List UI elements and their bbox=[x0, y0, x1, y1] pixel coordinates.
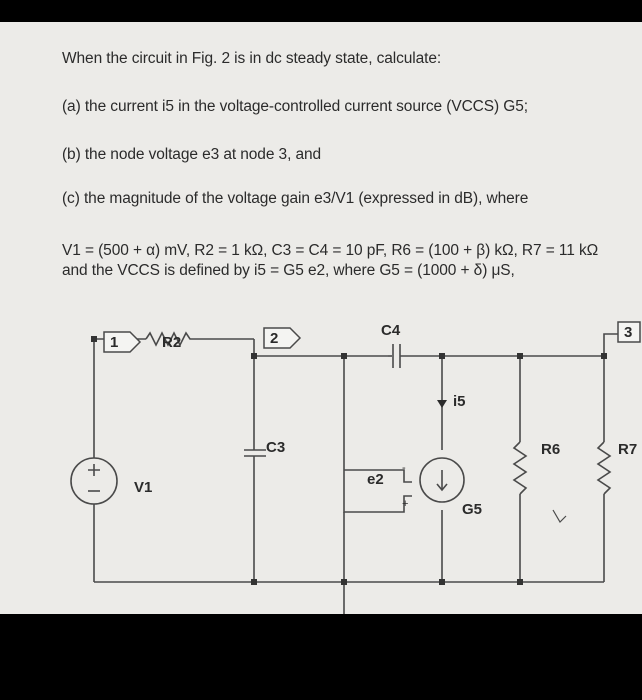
label-r6: R6 bbox=[541, 441, 561, 458]
question-values-line-1: V1 = (500 + α) mV, R2 = 1 kΩ, C3 = C4 = 10 pF, R6 = (100 + β) kΩ, R7 = 11 kΩ bbox=[62, 242, 599, 259]
label-g5: G5 bbox=[462, 501, 483, 518]
label-r7: R7 bbox=[618, 441, 638, 458]
label-c4: C4 bbox=[381, 322, 401, 339]
document-page bbox=[0, 22, 642, 614]
svg-text:2: 2 bbox=[270, 330, 279, 347]
circuit-diagram bbox=[0, 22, 642, 614]
node-3-marker bbox=[618, 322, 640, 342]
question-part-b: (b) the node voltage e3 at node 3, and bbox=[62, 146, 322, 163]
current-arrow-icon bbox=[437, 400, 447, 408]
node-2-marker bbox=[264, 328, 300, 348]
resistor-r7 bbox=[598, 442, 610, 494]
label-e2-minus: - bbox=[402, 462, 406, 474]
question-intro: When the circuit in Fig. 2 is in dc steady state, calculate: bbox=[62, 50, 442, 67]
question-values-line-2: and the VCCS is defined by i5 = G5 e2, where G5 = (1000 + δ) μS, bbox=[62, 262, 515, 279]
label-i5: i5 bbox=[453, 393, 466, 410]
label-v1: V1 bbox=[134, 479, 153, 496]
svg-text:3: 3 bbox=[624, 324, 633, 341]
label-c3: C3 bbox=[266, 439, 286, 456]
node-1-marker bbox=[104, 332, 140, 352]
label-e2-plus: + bbox=[402, 498, 409, 510]
question-part-a: (a) the current i5 in the voltage-controlled current source (VCCS) G5; bbox=[62, 98, 528, 115]
label-e2: e2 bbox=[367, 471, 384, 488]
question-part-c: (c) the magnitude of the voltage gain e3/V1 (expressed in dB), where bbox=[62, 190, 529, 207]
resistor-r6 bbox=[514, 442, 526, 494]
svg-text:1: 1 bbox=[110, 334, 119, 351]
label-r2: R2 bbox=[162, 334, 182, 351]
